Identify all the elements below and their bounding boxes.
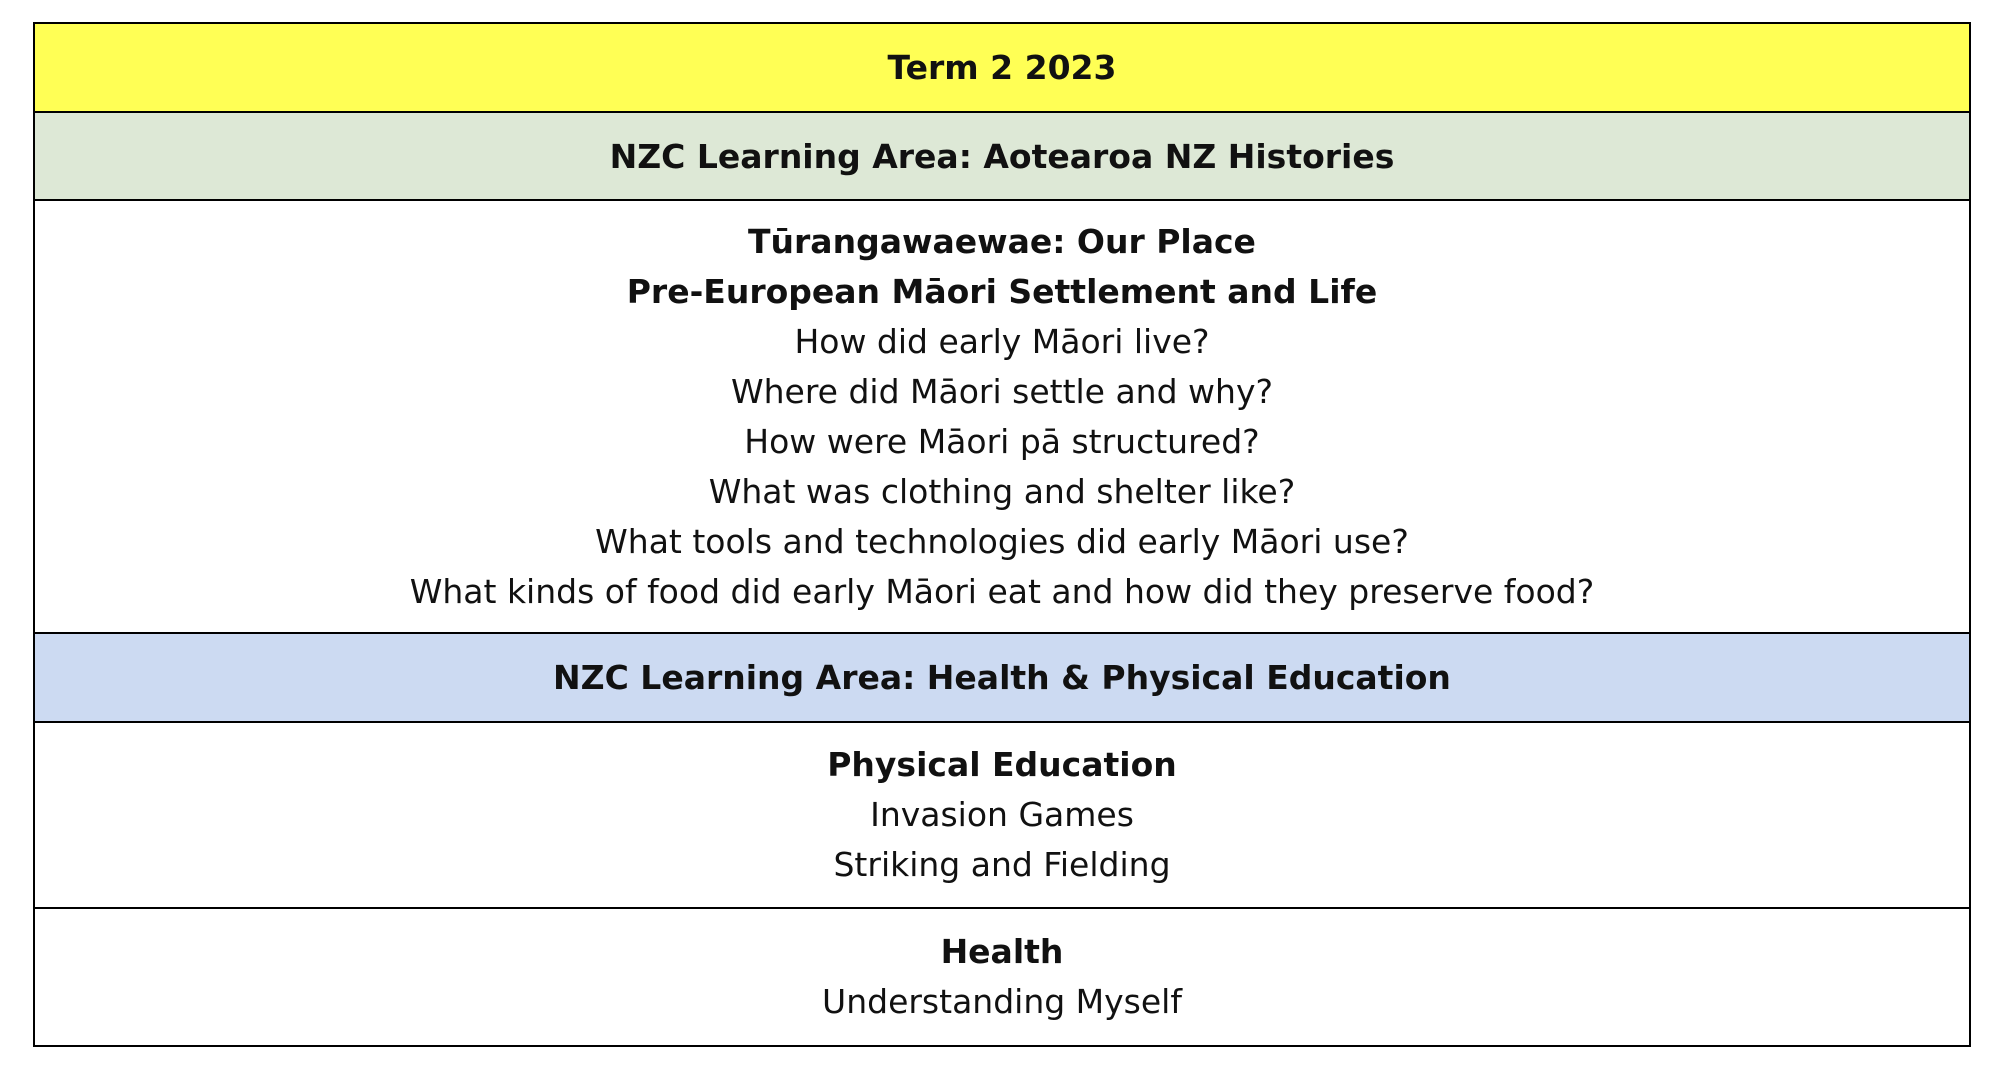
physical-education-item: Invasion Games	[870, 795, 1134, 834]
histories-question: How were Māori pā structured?	[744, 421, 1260, 461]
term-title: Term 2 2023	[887, 48, 1117, 87]
histories-topic-title: Tūrangawaewae: Our Place	[748, 221, 1256, 261]
health-title: Health	[940, 932, 1064, 971]
histories-topic-subtitle: Pre-European Māori Settlement and Life	[626, 271, 1378, 311]
histories-question: How did early Māori live?	[794, 321, 1210, 361]
term-header-row	[35, 24, 1969, 111]
histories-learning-area-header	[35, 111, 1969, 199]
health-cell	[35, 907, 1969, 1045]
health-item: Understanding Myself	[822, 982, 1182, 1021]
histories-question: What kinds of food did early Māori eat and how did they preserve food?	[409, 571, 1595, 611]
physical-education-cell	[35, 721, 1969, 907]
health-pe-header-label: NZC Learning Area: Health & Physical Education	[553, 658, 1451, 697]
histories-question: What was clothing and shelter like?	[708, 471, 1296, 511]
health-pe-learning-area-header	[35, 632, 1969, 721]
histories-question: Where did Māori settle and why?	[730, 371, 1273, 411]
physical-education-item: Striking and Fielding	[833, 845, 1171, 884]
histories-header-label: NZC Learning Area: Aotearoa NZ Histories	[609, 136, 1395, 176]
physical-education-title: Physical Education	[827, 745, 1177, 784]
term-planner-table	[33, 22, 1971, 1047]
histories-content-cell	[35, 199, 1969, 632]
histories-question: What tools and technologies did early Māori use?	[595, 521, 1409, 561]
